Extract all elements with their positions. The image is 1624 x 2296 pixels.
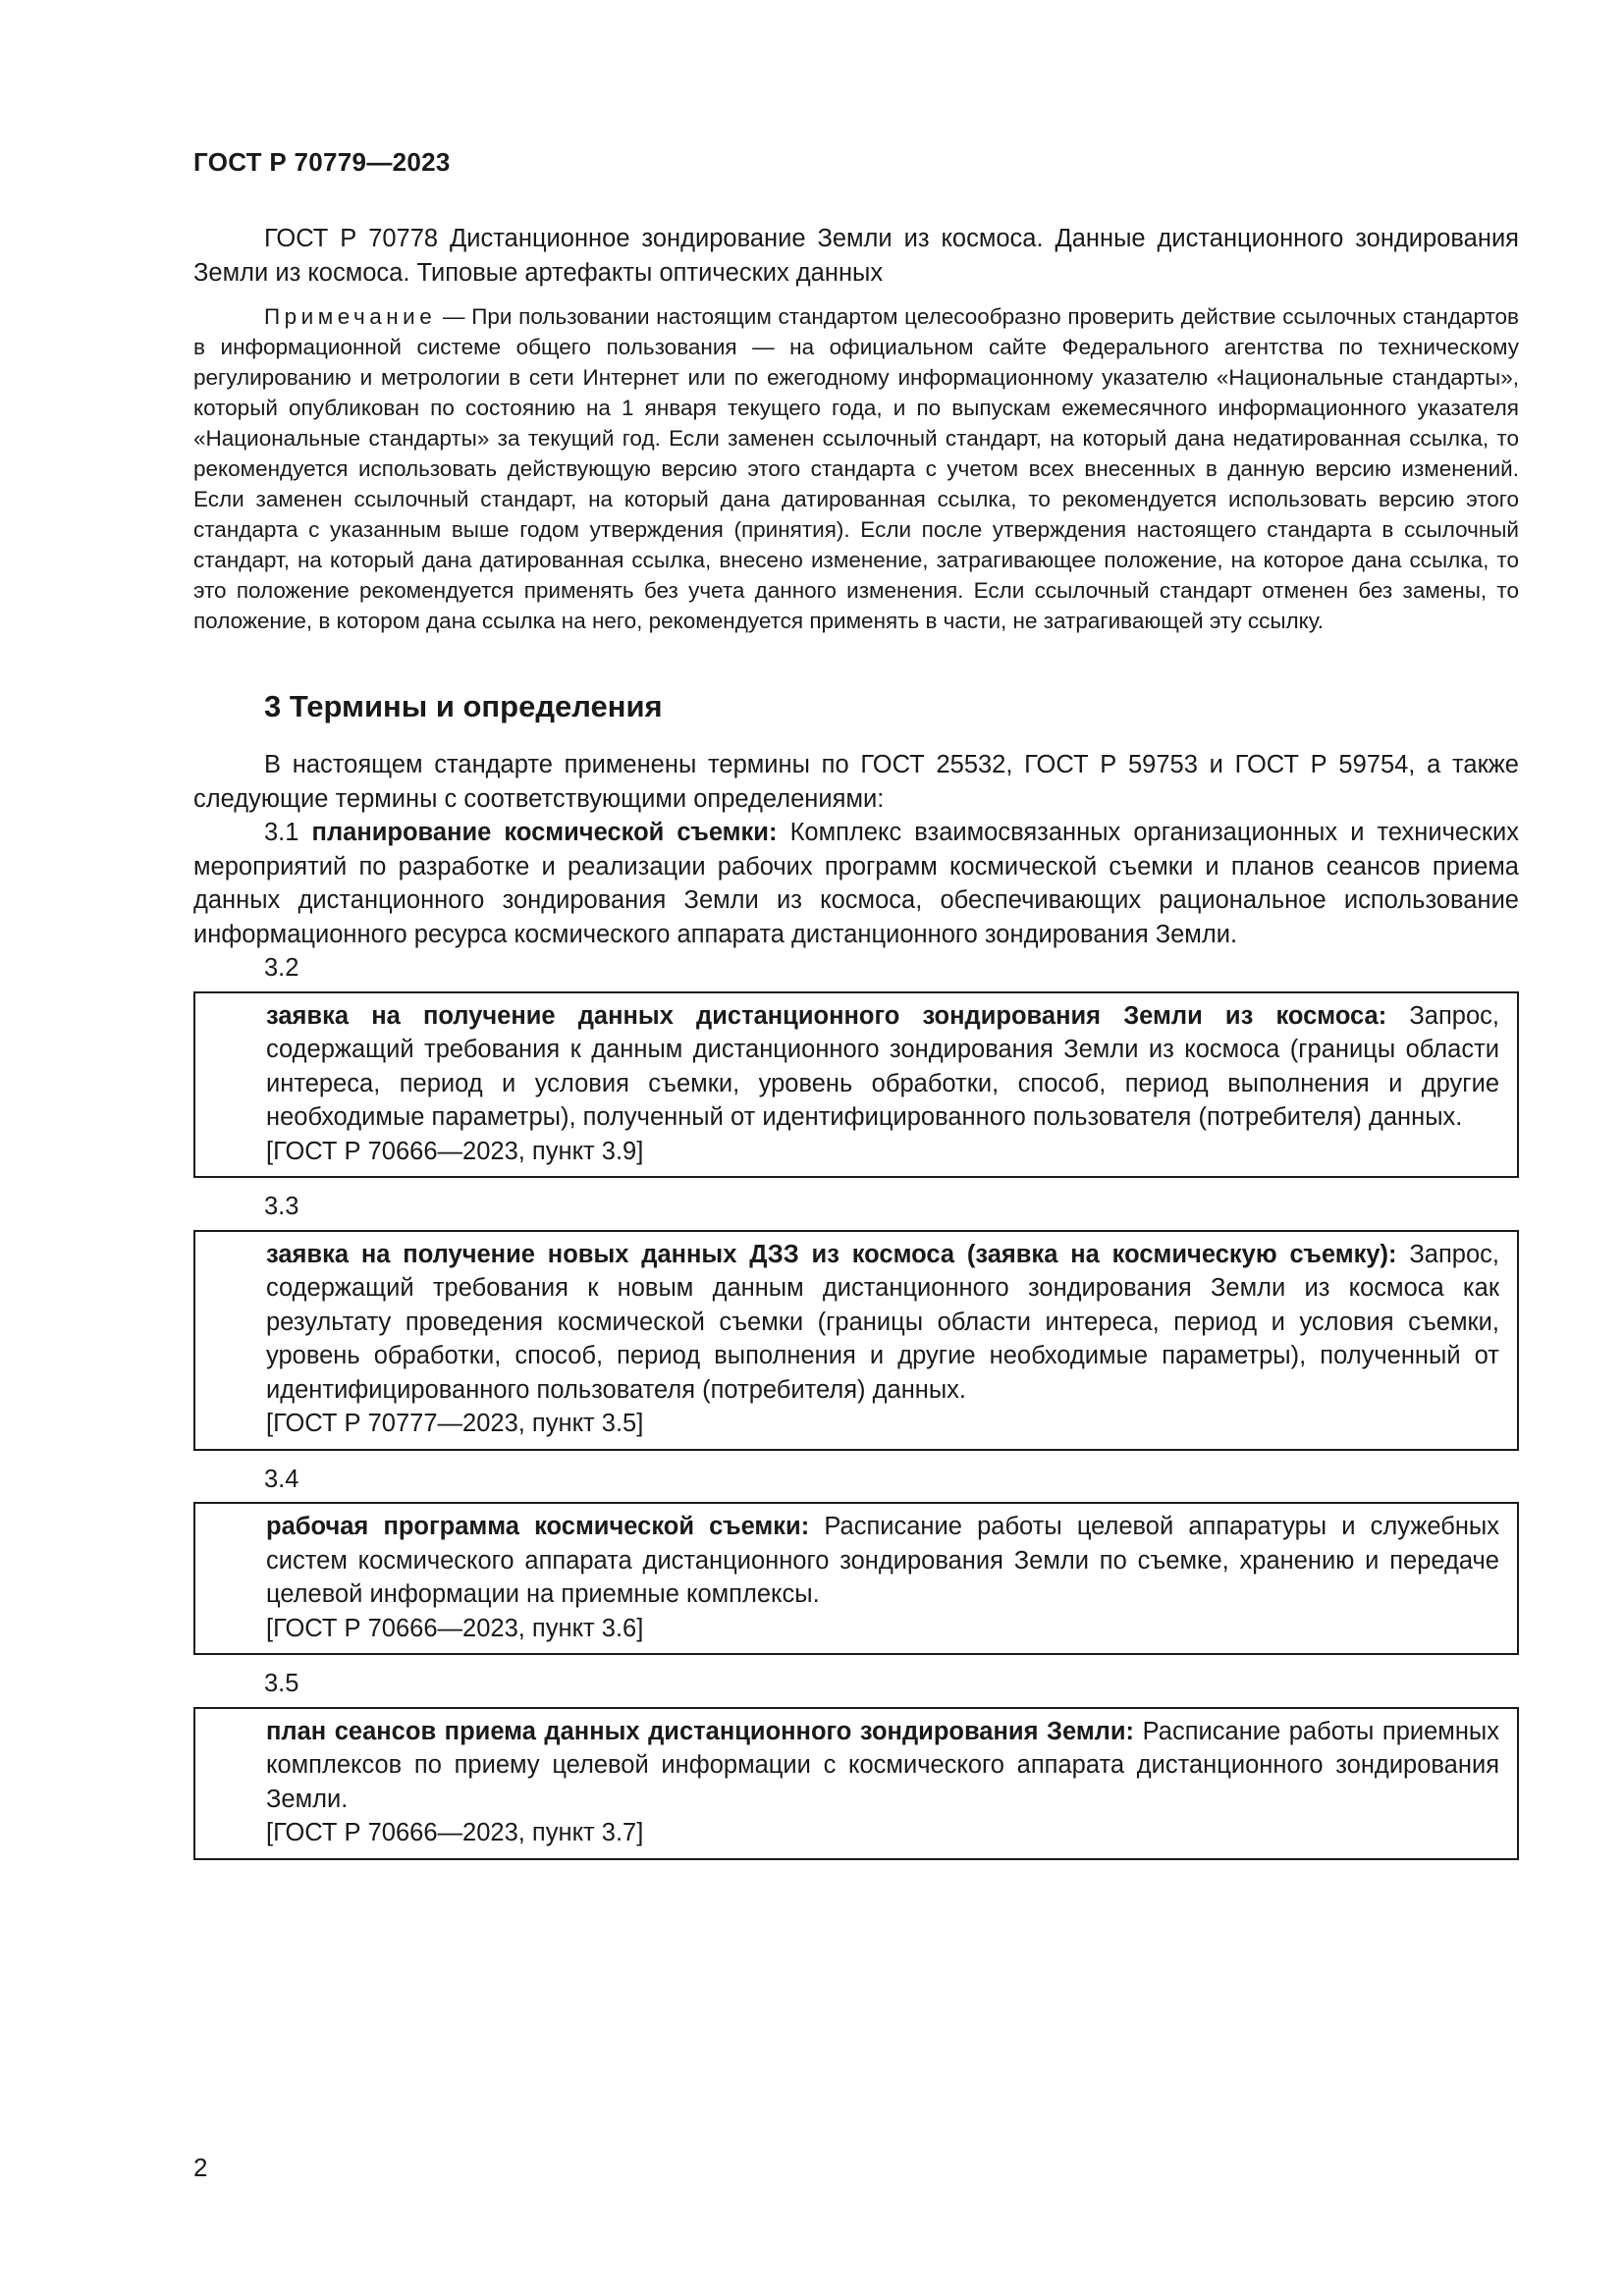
page-number: 2 <box>193 2153 208 2182</box>
term-definition: Комплекс взаимосвязанных организационных и технических мероприятий по разработке и реализации рабочих программ космической съемки и планов сеансов приема данных дистанционного зондирования Земли из космоса, обеспечивающих рациональное использование информационного ресурса космического аппарата дистанционного зондирования Земли. <box>193 819 1519 948</box>
term-box-3-3 <box>193 1230 1519 1451</box>
normative-reference: ГОСТ Р 70778 Дистанционное зондирование Земли из космоса. Данные дистанционного зондирования Земли из космоса. Типовые артефакты оптических данных <box>193 225 1519 287</box>
term-name: заявка на получение данных дистанционного зондирования Земли из космоса: <box>266 1001 1387 1030</box>
term-name: рабочая программа космической съемки: <box>266 1513 810 1540</box>
term-box-3-4 <box>193 1502 1519 1655</box>
document-header-code: ГОСТ Р 70779—2023 <box>193 147 451 177</box>
term-box-3-5 <box>193 1707 1519 1860</box>
page-content <box>193 222 1519 1872</box>
term-3-5 <box>266 1715 1499 1817</box>
term-definition: Расписание работы целевой аппаратуры и служебных систем космического аппарата дистанционного зондирования Земли по съемке, хранению и передаче целевой информации на приемные комплексы. <box>266 1513 1499 1608</box>
section-intro: В настоящем стандарте применены термины по ГОСТ 25532, ГОСТ Р 59753 и ГОСТ Р 59754, а также следующие термины с соответствующими определениями: <box>193 751 1519 813</box>
section-title: 3 Термины и определения <box>264 689 663 723</box>
note-label: Примечание <box>264 304 437 329</box>
term-number-3-3: 3.3 <box>264 1193 299 1220</box>
term-name: план сеансов приема данных дистанционного зондирования Земли: <box>266 1717 1135 1745</box>
term-source: [ГОСТ Р 70666—2023, пункт 3.7] <box>266 1819 644 1846</box>
term-number: 3.1 <box>264 819 299 846</box>
reference-note <box>193 301 1519 636</box>
term-3-2 <box>266 999 1499 1135</box>
term-source: [ГОСТ Р 70666—2023, пункт 3.6] <box>266 1614 644 1642</box>
term-3-3 <box>266 1238 1499 1408</box>
term-3-4 <box>266 1510 1499 1612</box>
term-number-3-2: 3.2 <box>264 954 299 982</box>
term-definition: Расписание работы приемных комплексов по приему целевой информации с космического аппарата дистанционного зондирования Земли. <box>266 1717 1499 1813</box>
term-number-3-4: 3.4 <box>264 1465 299 1493</box>
term-name: заявка на получение новых данных ДЗЗ из космоса (заявка на космическую съемку): <box>266 1240 1397 1268</box>
term-name: планирование космической съемки: <box>311 819 778 846</box>
term-source: [ГОСТ Р 70777—2023, пункт 3.5] <box>266 1410 644 1437</box>
term-3-1 <box>193 816 1519 951</box>
term-definition: Запрос, содержащий требования к данным дистанционного зондирования Земли из космоса (границы области интереса, период и условия съемки, уровень обработки, способ, период выполнения и другие необходимые параметры), полученный от идентифицированного пользователя (потребителя) данных. <box>266 1001 1499 1131</box>
term-source: [ГОСТ Р 70666—2023, пункт 3.9] <box>266 1137 644 1165</box>
term-box-3-2 <box>193 991 1519 1179</box>
note-text: — При пользовании настоящим стандартом целесообразно проверить действие ссылочных стандартов в информационной системе общего пользования — на официальном сайте Федерального агентства по техническому регулированию и метрологии в сети Интернет или по ежегодному информационному указателю «Национальные стандарты», который опубликован по состоянию на 1 января текущего года, и по выпускам ежемесячного информационного указателя «Национальные стандарты» за текущий год. Если заменен ссылочный стандарт, на который дана недатированная ссылка, то рекомендуется использовать действующую версию этого стандарта с учетом всех внесенных в данную версию изменений. Если заменен ссылочный стандарт, на который дана датированная ссылка, то рекомендуется использовать версию этого стандарта с указанным выше годом утверждения (принятия). Если после утверждения настоящего стандарта в ссылочный стандарт, на который дана датированная ссылка, внесено изменение, затрагивающее положение, на которое дана ссылка, то это положение рекомендуется применять без учета данного изменения. Если ссылочный стандарт отменен без замены, то положение, в котором дана ссылка на него, рекомендуется применять в части, не затрагивающей эту ссылку. <box>193 304 1519 633</box>
term-number-3-5: 3.5 <box>264 1670 299 1697</box>
term-definition: Запрос, содержащий требования к новым данным дистанционного зондирования Земли из космоса как результату проведения космической съемки (границы области интереса, период и условия съемки, уровень обработки, способ, период выполнения и другие необходимые параметры), полученный от идентифицированного пользователя (потребителя) данных. <box>266 1240 1499 1404</box>
